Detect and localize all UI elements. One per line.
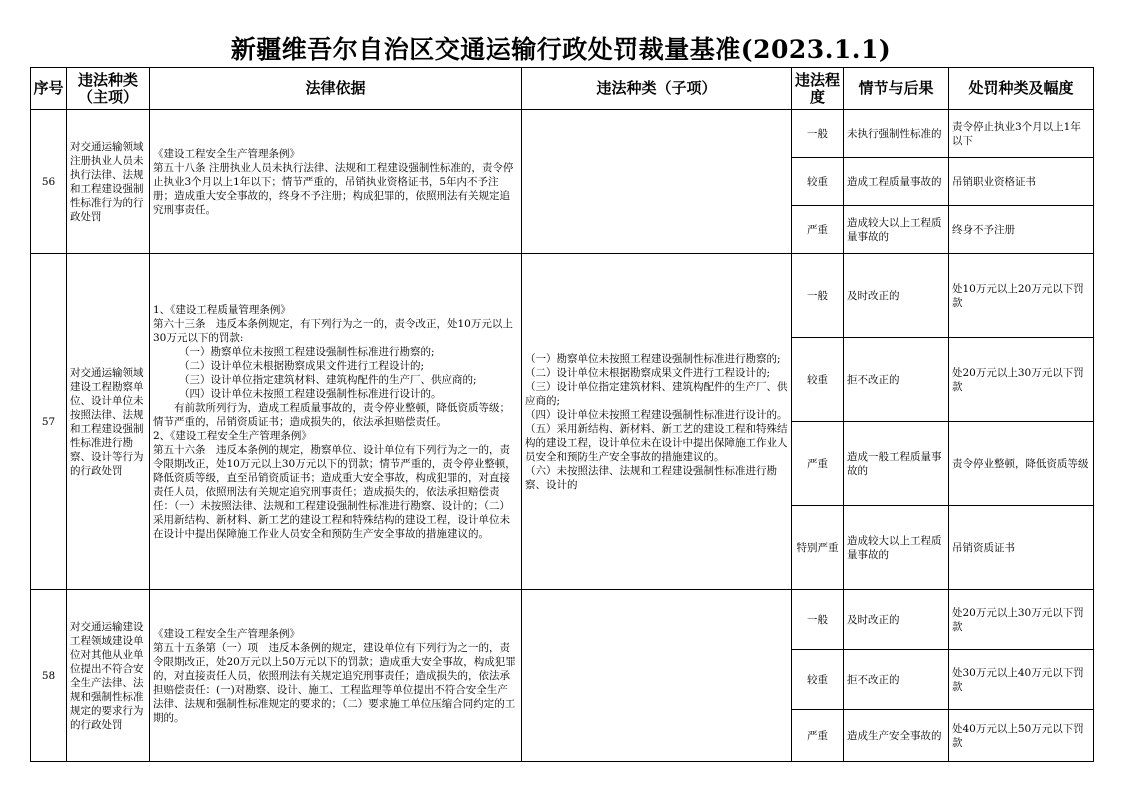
header-sub-category: 违法种类（子项） (522, 68, 792, 110)
penalty-cell: 处20万元以上30万元以下罚款 (949, 338, 1094, 422)
sub-category-cell (522, 254, 792, 590)
sub-line: （二）设计单位未根据勘察成果文件进行工程设计的; (525, 366, 771, 379)
sub-line: （一）勘察单位未按照工程建设强制性标准进行勘察的; (525, 352, 781, 365)
header-penalty: 处罚种类及幅度 (949, 68, 1094, 110)
law-line: 有前款所列行为，造成工程质量事故的，责令停业整顿，降低资质等级；情节严重的，吊销资质证书；造成损失的，依法承担赔偿责任。 (153, 401, 510, 428)
degree-cell: 较重 (792, 158, 844, 206)
circumstance-cell: 拒不改正的 (844, 650, 949, 710)
table-row (31, 254, 1094, 338)
circumstance-cell: 造成工程质量事故的 (844, 158, 949, 206)
penalty-cell: 处40万元以上50万元以下罚款 (949, 710, 1094, 762)
penalty-cell: 吊销职业资格证书 (949, 158, 1094, 206)
table-row (31, 110, 1094, 158)
penalty-cell: 处10万元以上20万元以下罚款 (949, 254, 1094, 338)
row-number: 57 (31, 254, 67, 590)
law-line: 第六十三条 违反本条例规定，有下列行为之一的，责令改正，处10万元以上30万元以下的罚款: (153, 317, 513, 344)
circumstance-cell: 未执行强制性标准的 (844, 110, 949, 158)
penalty-cell: 终身不予注册 (949, 206, 1094, 254)
law-basis-cell (150, 590, 522, 762)
penalty-cell: 处20万元以上30万元以下罚款 (949, 590, 1094, 650)
circumstance-cell: 拒不改正的 (844, 338, 949, 422)
law-line: （二）设计单位未根据勘察成果文件进行工程设计的; (179, 359, 425, 372)
table-row (31, 590, 1094, 650)
sub-category-cell (522, 590, 792, 762)
law-line: 第五十八条 注册执业人员未执行法律、法规和工程建设强制性标准的，责令停止执业3个月以上1年以下；情节严重的，吊销执业资格证书，5年内不予注册；造成重大安全事故的，终身不予注册；构成犯罪的，依照刑法有关规定追究刑事责任。 (153, 161, 514, 216)
law-line: 第五十六条 违反本条例的规定，勘察单位、设计单位有下列行为之一的，责令限期改正，处10万元以上30万元以下的罚款；情节严重的，责令停业整顿，降低资质等级，直至吊销资质证书；造成重大安全事故，构成犯罪的，对直接责任人员，依照刑法有关规定追究刑事责任；造成损失的，依法承担赔偿责任：（一）未按照法律、法规和工程建设强制性标准进行勘察、设计的；（二）采用新结构、新材料、新工艺的建设工程和特殊结构的建设工程，设计单位未在设计中提出保障施工作业人员安全和预防生产安全事故的措施建议的。 (153, 443, 516, 540)
penalty-cell: 处30万元以上40万元以下罚款 (949, 650, 1094, 710)
header-no: 序号 (31, 68, 67, 110)
degree-cell: 严重 (792, 422, 844, 506)
sub-line: （三）设计单位指定建筑材料、建筑构配件的生产厂、供应商的; (525, 380, 788, 407)
law-line: 《建设工程安全生产管理条例》 (153, 147, 300, 160)
circumstance-cell: 造成较大以上工程质量事故的 (844, 206, 949, 254)
degree-cell: 严重 (792, 206, 844, 254)
degree-cell: 特别严重 (792, 506, 844, 590)
law-line: 2、《建设工程安全生产管理条例》 (153, 429, 312, 442)
degree-cell: 一般 (792, 254, 844, 338)
main-category-cell: 对交通运输领域建设工程勘察单位、设计单位未按照法律、法规和工程建设强制性标准进行勘察、设计等行为的行政处罚 (67, 254, 150, 590)
header-degree: 违法程度 (792, 68, 844, 110)
header-law-basis: 法律依据 (150, 68, 522, 110)
main-category-cell: 对交通运输领域注册执业人员未执行法律、法规和工程建设强制性标准行为的行政处罚 (67, 110, 150, 254)
penalty-table (30, 67, 1094, 762)
sub-line: （四）设计单位未按照工程建设强制性标准进行设计的。 (525, 408, 788, 421)
sub-line: （五）采用新结构、新材料、新工艺的建设工程和特殊结构的建设工程，设计单位未在设计中提出保障施工作业人员安全和预防生产安全事故的措施建议的。 (525, 422, 788, 463)
degree-cell: 较重 (792, 338, 844, 422)
law-basis-cell (150, 254, 522, 590)
header-main-category: 违法种类（主项） (67, 68, 150, 110)
sub-category-cell (522, 110, 792, 254)
main-category-cell: 对交通运输建设工程领域建设单位对其他从业单位提出不符合安全生产法律、法规和强制性标准规定的要求行为的行政处罚 (67, 590, 150, 762)
degree-cell: 一般 (792, 110, 844, 158)
law-line: （一）勘察单位未按照工程建设强制性标准进行勘察的; (179, 345, 435, 358)
law-line: （四）设计单位未按照工程建设强制性标准进行设计的。 (179, 387, 442, 400)
circumstance-cell: 造成较大以上工程质量事故的 (844, 506, 949, 590)
law-line: 《建设工程安全生产管理条例》 (153, 627, 300, 640)
circumstance-cell: 造成一般工程质量事故的 (844, 422, 949, 506)
row-number: 58 (31, 590, 67, 762)
circumstance-cell: 造成生产安全事故的 (844, 710, 949, 762)
penalty-cell: 责令停止执业3个月以上1年以下 (949, 110, 1094, 158)
penalty-cell: 责令停业整顿，降低资质等级 (949, 422, 1094, 506)
header-circumstances: 情节与后果 (844, 68, 949, 110)
circumstance-cell: 及时改正的 (844, 254, 949, 338)
degree-cell: 严重 (792, 710, 844, 762)
sub-line: （六）未按照法律、法规和工程建设强制性标准进行勘察、设计的 (525, 464, 777, 491)
degree-cell: 较重 (792, 650, 844, 710)
law-line: 1、《建设工程质量管理条例》 (153, 303, 291, 316)
page-title: 新疆维吾尔自治区交通运输行政处罚裁量基准(2023.1.1) (230, 35, 892, 64)
law-line: （三）设计单位指定建筑材料、建筑构配件的生产厂、供应商的; (179, 373, 477, 386)
header-row (31, 68, 1094, 110)
law-line: 第五十五条第（一）项 违反本条例的规定，建设单位有下列行为之一的，责令限期改正，处20万元以上50万元以下的罚款；造成重大安全事故，构成犯罪的，对直接责任人员，依照刑法有关规定追究刑事责任；造成损失的，依法承担赔偿责任：(一)对勘察、设计、施工、工程监理等单位提出不符合安全生产法律、法规和强制性标准规定的要求的；（二）要求施工单位压缩合同约定的工期的。 (153, 641, 516, 724)
row-number: 56 (31, 110, 67, 254)
circumstance-cell: 及时改正的 (844, 590, 949, 650)
law-basis-cell (150, 110, 522, 254)
penalty-cell: 吊销资质证书 (949, 506, 1094, 590)
degree-cell: 一般 (792, 590, 844, 650)
